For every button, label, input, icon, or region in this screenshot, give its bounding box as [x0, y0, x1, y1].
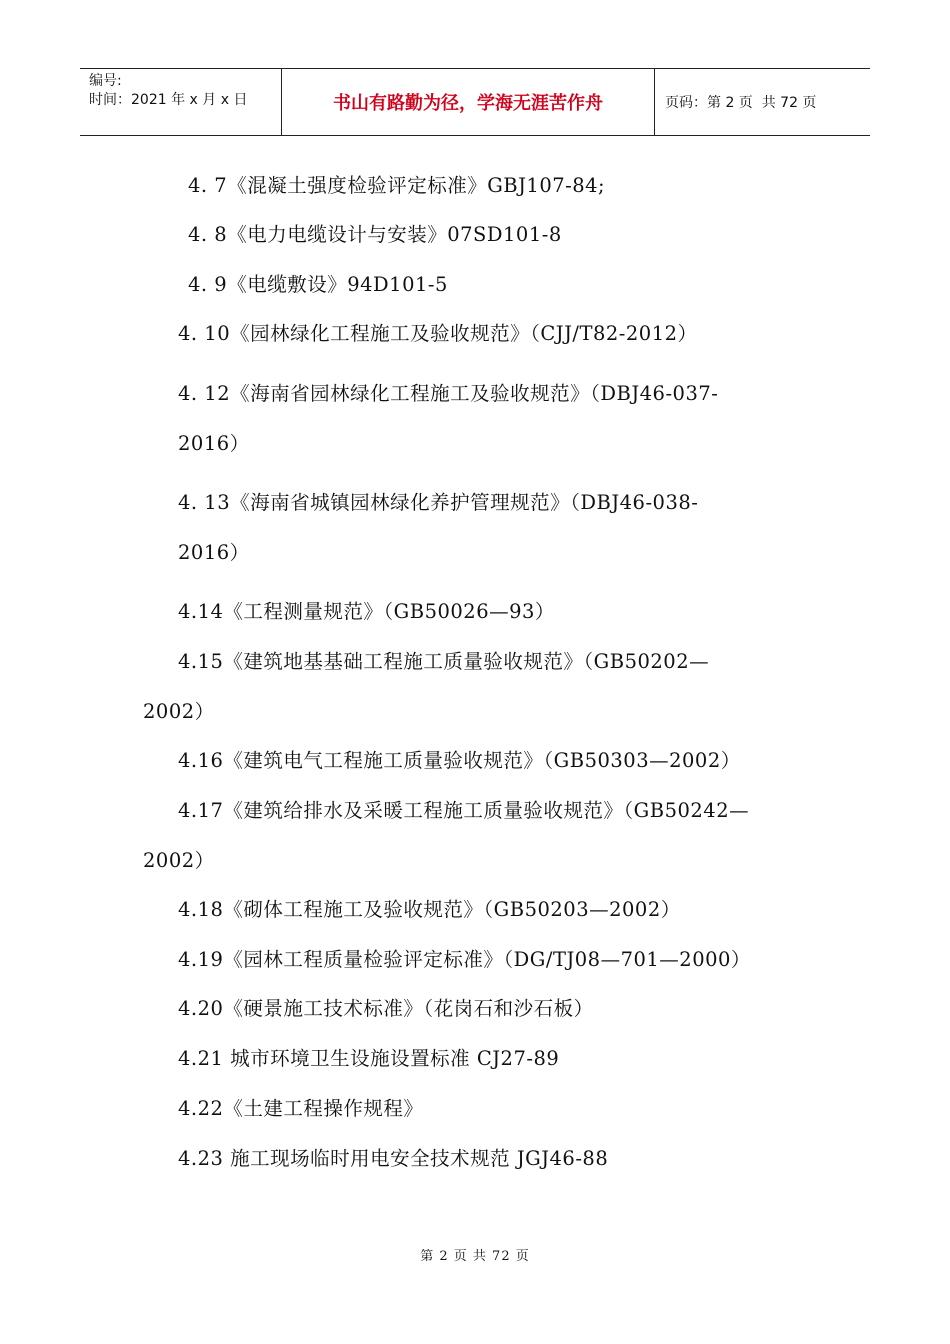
page-footer: 第 2 页 共 72 页 [420, 1249, 530, 1264]
standard-item-continuation: 2016） [178, 541, 250, 564]
standard-item: 4. 7《混凝土强度检验评定标准》GBJ107-84; [188, 174, 606, 197]
standard-item: 4.18《砌体工程施工及验收规范》（GB50203—2002） [178, 898, 681, 921]
standard-item-continuation: 2002） [143, 700, 215, 723]
standard-item: 4. 9《电缆敷设》94D101-5 [188, 273, 448, 296]
standard-item: 4. 8《电力电缆设计与安装》07SD101-8 [188, 223, 562, 246]
header-page-number: 页码：第 2 页 共 72 页 [665, 95, 817, 111]
standard-item-continuation: 2002） [143, 849, 215, 872]
standard-item: 4.16《建筑电气工程施工质量验收规范》（GB50303—2002） [178, 749, 741, 772]
header-meta [80, 69, 282, 135]
standard-item: 4. 12《海南省园林绿化工程施工及验收规范》（DBJ46-037- [178, 382, 719, 405]
header-slogan: 书山有路勤为径，学海无涯苦作舟 [282, 69, 655, 135]
page-header [80, 68, 870, 136]
standard-item-continuation: 2016） [178, 432, 250, 455]
standard-item: 4. 13《海南省城镇园林绿化养护管理规范》（DBJ46-038- [178, 491, 699, 514]
standard-item: 4.14《工程测量规范》（GB50026—93） [178, 600, 555, 623]
standard-item: 4.23 施工现场临时用电安全技术规范 JGJ46-88 [178, 1147, 609, 1170]
standard-item: 4.17《建筑给排水及采暖工程施工质量验收规范》（GB50242— [178, 799, 750, 822]
standard-item: 4.15《建筑地基基础工程施工质量验收规范》（GB50202— [178, 650, 710, 673]
document-number-label: 编号: [89, 73, 122, 89]
header-page-info [655, 69, 870, 135]
standard-item: 4.22《土建工程操作规程》 [178, 1097, 424, 1120]
standard-item: 4.19《园林工程质量检验评定标准》（DG/TJ08—701—2000） [178, 948, 751, 971]
standard-item: 4.20《硬景施工技术标准》（花岗石和沙石板） [178, 997, 594, 1020]
standard-item: 4.21 城市环境卫生设施设置标准 CJ27-89 [178, 1047, 560, 1070]
document-time: 时间：2021 年 x 月 x 日 [89, 92, 248, 108]
standard-item: 4. 10《园林绿化工程施工及验收规范》（CJJ/T82-2012） [178, 322, 698, 345]
